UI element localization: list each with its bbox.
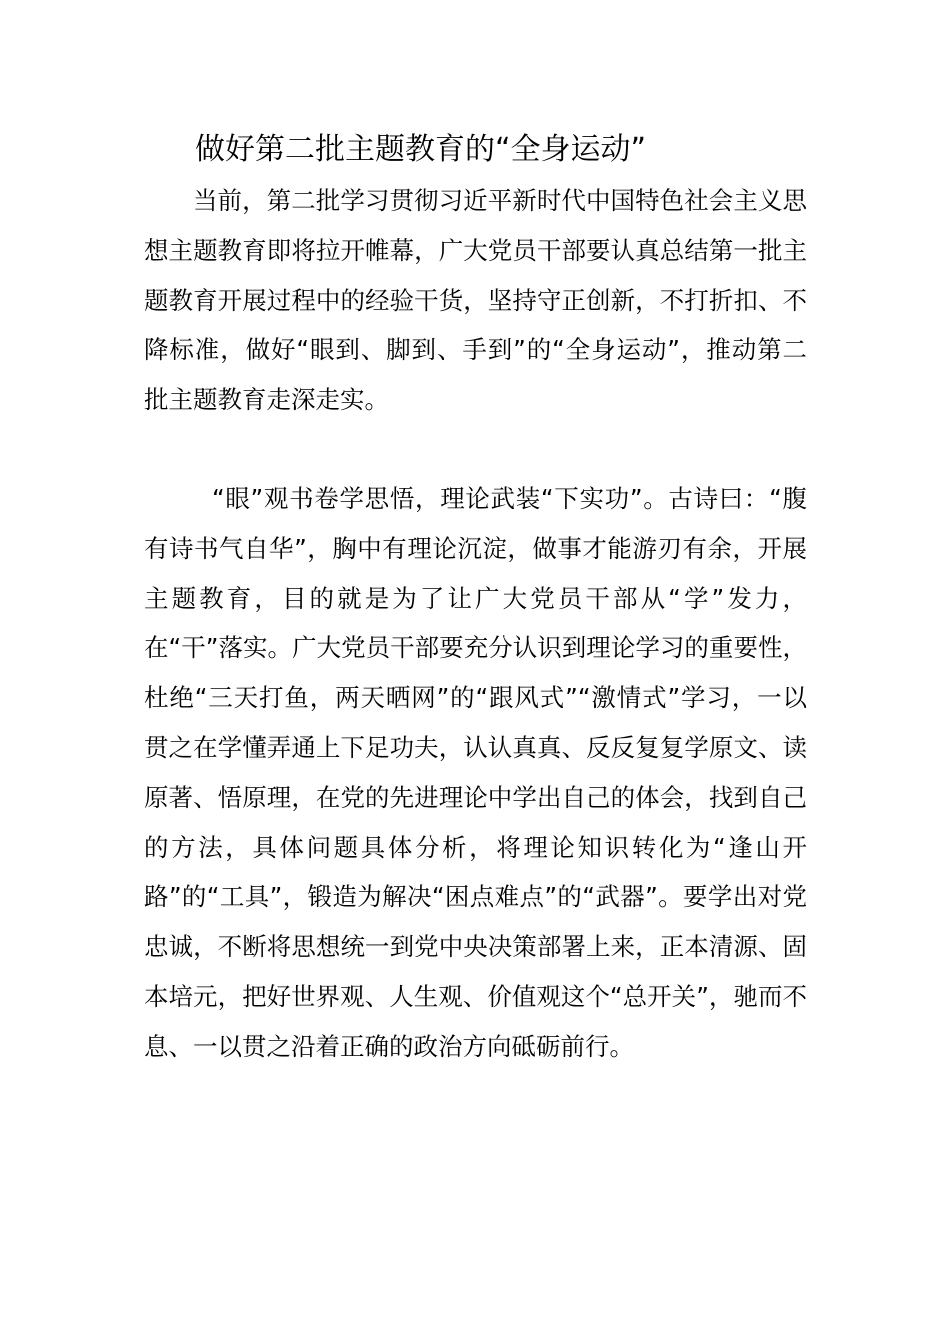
paragraph-eyes: “眼”观书卷学思悟，理论武装“下实功”。古诗曰：“腹有诗书气自华”，胸中有理论沉淀，做事才能游刃有余，开展主题教育，目的就是为了让广大党员干部从“学”发力，在“干”落实。广大党员干部要充分认识到理论学习的重要性，杜绝“三天打鱼，两天晒网”的“跟风式”“激情式”学习，一以贯之在学懂弄通上下足功夫，认认真真、反反复复学原文、读原著、悟原理，在党的先进理论中学出自己的体会，找到自己的方法，具体问题具体分析，将理论知识转化为“逢山开路”的“工具”，锻造为解决“困点难点”的“武器”。要学出对党忠诚，不断将思想统一到党中央决策部署上来，正本清源、固本培元，把好世界观、人生观、价值观这个“总开关”，驰而不息、一以贯之沿着正确的政治方向砥砺前行。 bbox=[144, 484, 807, 1061]
paragraph-intro: 当前，第二批学习贯彻习近平新时代中国特色社会主义思想主题教育即将拉开帷幕，广大党员干部要认真总结第一批主题教育开展过程中的经验干货，坚持守正创新，不打折扣、不降标准，做好“眼到、脚到、手到”的“全身运动”，推动第二批主题教育走深走实。 bbox=[144, 186, 807, 415]
document-title: 做好第二批主题教育的“全身运动” bbox=[195, 132, 647, 167]
